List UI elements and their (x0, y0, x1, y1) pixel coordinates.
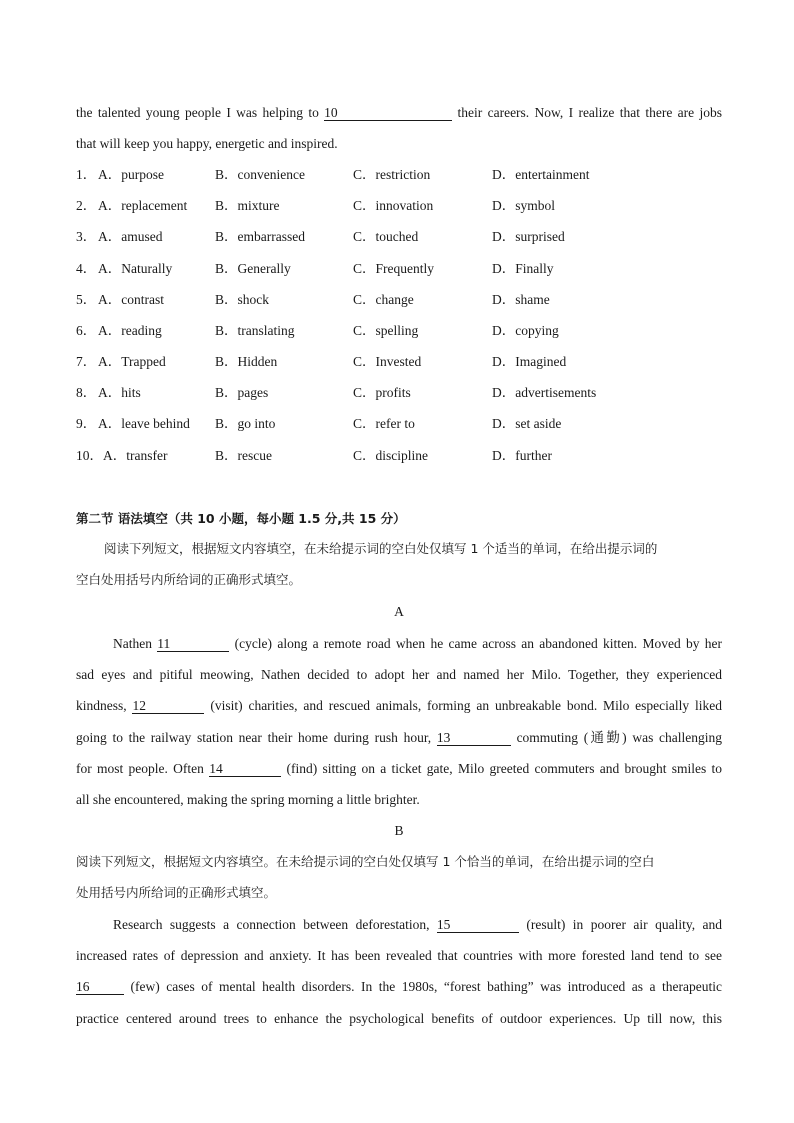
option-c[interactable]: C．refer to (353, 416, 415, 431)
passage-b-instructions-2: 处用括号内所给词的正确形式填空。 (76, 885, 277, 900)
option-d[interactable]: D．symbol (492, 198, 556, 213)
passage-a-label: A (394, 604, 404, 619)
option-d[interactable]: D．set aside (492, 416, 562, 431)
option-d[interactable]: D．copying (492, 323, 559, 338)
option-a[interactable]: A．reading (98, 323, 162, 338)
passage-b-line-2: increased rates of depression and anxiety. It has been revealed that countries with more forested land tend to see (76, 948, 722, 963)
option-c[interactable]: C．Invested (353, 354, 422, 369)
option-c[interactable]: C．change (353, 292, 414, 307)
option-d[interactable]: D．further (492, 448, 552, 463)
option-b[interactable]: B．translating (215, 323, 295, 338)
blank-13[interactable]: 13 (437, 730, 511, 746)
blank-11[interactable]: 11 (157, 636, 229, 652)
option-a[interactable]: A．leave behind (98, 416, 190, 431)
passage-a-line-4: going to the railway station near their home during rush hour, 13 commuting (通勤) was challenging (76, 730, 723, 745)
option-a[interactable]: A．purpose (98, 167, 164, 182)
option-a[interactable]: A．contrast (98, 292, 164, 307)
option-b[interactable]: B．Generally (215, 261, 291, 276)
passage-b-line-1: Research suggests a connection between deforestation, 15 (result) in poorer air quality, and (113, 917, 723, 932)
option-d[interactable]: D．Finally (492, 261, 554, 276)
passage-a-line-5: for most people. Often 14 (find) sitting on a ticket gate, Milo greeted commuters and brought smiles to (76, 761, 723, 776)
passage-a-line-6: all she encountered, making the spring morning a little brighter. (76, 792, 420, 807)
option-a[interactable]: A．Trapped (98, 354, 166, 369)
passage-a-line-1: Nathen 11 (cycle) along a remote road when he came across an abandoned kitten. Moved by her (113, 636, 723, 651)
option-c[interactable]: C．Frequently (353, 261, 434, 276)
section-instructions-2: 空白处用括号内所给词的正确形式填空。 (76, 572, 302, 587)
option-c[interactable]: C．profits (353, 385, 411, 400)
option-b[interactable]: B．embarrassed (215, 229, 305, 244)
option-b[interactable]: B．mixture (215, 198, 280, 213)
option-a[interactable]: A．transfer (103, 448, 168, 463)
option-a[interactable]: A．replacement (98, 198, 188, 213)
intro-line-1: the talented young people I was helping to 10 their careers. Now, I realize that there are jobs (76, 105, 722, 120)
option-b[interactable]: B．convenience (215, 167, 305, 182)
passage-a-line-3: kindness, 12 (visit) charities, and rescued animals, forming an unbreakable bond. Milo especially liked (76, 698, 722, 713)
option-b[interactable]: B．Hidden (215, 354, 278, 369)
exam-page: the talented young people I was helping to 10 their careers. Now, I realize that there are jobs that will keep you happy, energetic and inspired. 1． A．purpose B．convenience C．restriction D．entertainment 2． A．replacement B．mixture C．innovation D．symbol 3． A．amused B．embarrassed C．touched D．surprised 4． A．Naturally B．Generally C．Frequently D．Finally 5． A．contrast B．shock C．change D．shame 6． A．reading B．translating C．spelling D．copying 7． A．Trapped B．Hidden C．Invested D．Imagined 8． A．hits B．pages C．profits D．advertisements 9． A．leave behind B．go into C．refer to D．set aside 10． A．transfer B．rescue C．discipline D．further 第二节 语法填空（共 10 小题，每小题 1.5 分,共 15 分） 阅读下列短文，根据短文内容填空，在未给提示词的空白处仅填写 1 个适当的单词，在给出提示词的 空白处用括号内所给词的正确形式填空。 A Nathen 11 (cycle) along a remote road when he came across an abandoned kitten. Moved by her sad eyes and pitiful meowing, Nathen decided to adopt her and named her Milo. Together, they experienced kindness, 12 (visit) charities, and rescued animals, forming an unbreakable bond. Milo especially liked going to the railway station near their home during rush hour, 13 commuting (通勤) was challenging for most people. Often 14 (find) sitting on a ticket gate, Milo greeted commuters and brought smiles to all she encountered, making the spring morning a little brighter. B 阅读下列短文，根据短文内容填空。在未给提示词的空白处仅填写 1 个恰当的单词，在给出提示词的空白 处用括号内所给词的正确形式填空。 Research suggests a connection between deforestation, 15 (result) in poorer air quality, and increased rates of depression and anxiety. It has been revealed that countries with more forested land tend to see 16 (few) cases of mental health disorders. In the 1980s, “forest bathing” was introduced as a therapeutic practice centered around trees to enhance the psychological benefits of outdoor experiences. Up till now, this (76, 105, 723, 1026)
option-d[interactable]: D．surprised (492, 229, 565, 244)
option-b[interactable]: B．rescue (215, 448, 272, 463)
passage-b-line-3: 16 (few) cases of mental health disorders. In the 1980s, “forest bathing” was introduced as a therapeutic (76, 979, 722, 994)
option-a[interactable]: A．Naturally (98, 261, 173, 276)
option-b[interactable]: B．shock (215, 292, 269, 307)
passage-b-label: B (394, 823, 404, 838)
passage-b-instructions-1: 阅读下列短文，根据短文内容填空。在未给提示词的空白处仅填写 1 个恰当的单词，在给出提示词的空白 (76, 854, 655, 869)
option-c[interactable]: C．innovation (353, 198, 434, 213)
blank-16[interactable]: 16 (76, 979, 124, 995)
blank-12[interactable]: 12 (132, 698, 204, 714)
blank-10[interactable]: 10 (324, 105, 452, 121)
option-c[interactable]: C．touched (353, 229, 419, 244)
option-a[interactable]: A．hits (98, 385, 141, 400)
option-a[interactable]: A．amused (98, 229, 163, 244)
option-d[interactable]: D．advertisements (492, 385, 597, 400)
passage-a-line-2: sad eyes and pitiful meowing, Nathen decided to adopt her and named her Milo. Together, they experienced (76, 667, 722, 682)
section-instructions-1: 阅读下列短文，根据短文内容填空，在未给提示词的空白处仅填写 1 个适当的单词，在给出提示词的 (104, 541, 658, 556)
blank-14[interactable]: 14 (209, 761, 281, 777)
option-c[interactable]: C．discipline (353, 448, 428, 463)
option-b[interactable]: B．pages (215, 385, 269, 400)
option-c[interactable]: C．spelling (353, 323, 419, 338)
option-c[interactable]: C．restriction (353, 167, 431, 182)
option-d[interactable]: D．entertainment (492, 167, 590, 182)
option-d[interactable]: D．shame (492, 292, 550, 307)
option-d[interactable]: D．Imagined (492, 354, 567, 369)
intro-line-2: that will keep you happy, energetic and inspired. (76, 136, 338, 151)
passage-b-line-4: practice centered around trees to enhance the psychological benefits of outdoor experiences. Up till now, this (76, 1011, 722, 1026)
option-b[interactable]: B．go into (215, 416, 276, 431)
section-heading: 第二节 语法填空（共 10 小题，每小题 1.5 分,共 15 分） (76, 511, 406, 526)
blank-15[interactable]: 15 (437, 917, 519, 933)
